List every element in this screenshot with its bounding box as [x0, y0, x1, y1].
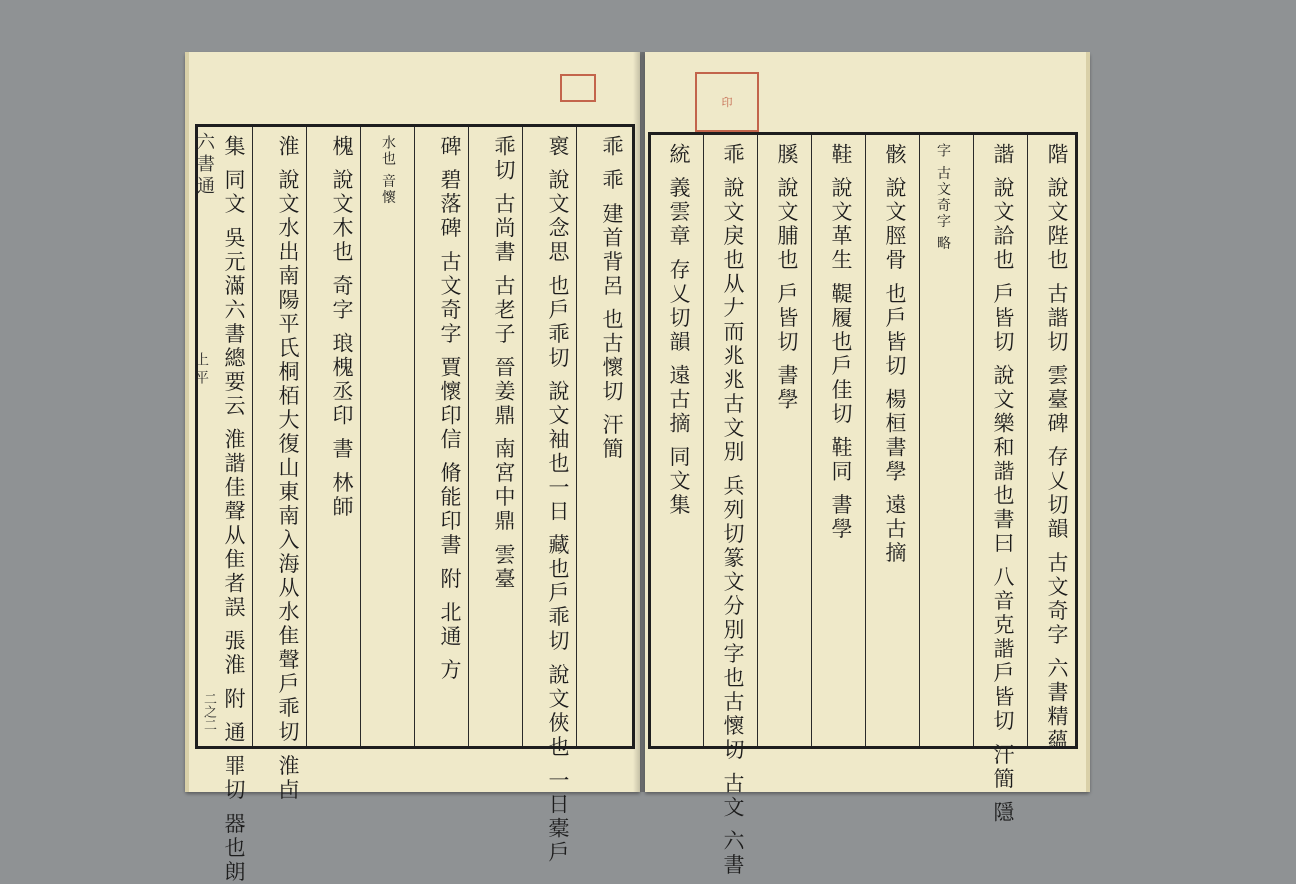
column-rule — [973, 135, 974, 746]
left-page — [185, 52, 640, 884]
seal-stamp: 印 — [695, 72, 759, 132]
text-column: 碑 碧落碑 古文奇字 賈懷印信 脩能印書 附 北通 方 — [438, 135, 462, 683]
text-column: 鞋 說文革生 鞮履也戶佳切 鞋同 書學 — [829, 143, 853, 542]
page-edge — [185, 52, 189, 792]
column-rule — [252, 127, 253, 746]
column-rule — [360, 127, 361, 746]
text-column: 統 義雲章 存乂切韻 遠古摘 同文集 — [667, 143, 691, 518]
page-number: 二之二 — [201, 692, 216, 731]
text-column: 膎 說文脯也 戶皆切 書學 — [775, 143, 799, 413]
text-column: 水也 音懷 — [380, 135, 396, 206]
open-book — [185, 52, 1095, 884]
text-column: 乖 說文戾也从𠂇而兆兆古文別 兵列切篆文分別字也古懷切 古文 六書 — [721, 143, 745, 878]
column-rule — [414, 127, 415, 746]
column-rule — [811, 135, 812, 746]
column-rule — [703, 135, 704, 746]
page-edge — [1086, 52, 1090, 792]
margin-title: 六書通 — [194, 132, 215, 198]
column-rule — [919, 135, 920, 746]
text-column: 集 同文 吳元滿六書總要云 淮諧佳聲从隹者誤 張淮 附 通 罪切 器也朗 — [222, 135, 246, 884]
seal-stamp — [560, 74, 596, 102]
column-rule — [865, 135, 866, 746]
column-rule — [522, 127, 523, 746]
text-column: 諧 說文詥也 戶皆切 說文樂和諧也書曰 八音克諧戶皆切 汗簡 隱 — [991, 143, 1015, 826]
text-column: 骸 說文脛骨 也戶皆切 楊桓書學 遠古摘 — [883, 143, 907, 566]
column-rule — [576, 127, 577, 746]
text-frame — [195, 124, 635, 884]
column-rule — [468, 127, 469, 746]
text-column: 淮 說文水出南陽平氏桐栢大復山東南入海从水隹聲戶乖切 淮卣 — [276, 135, 300, 803]
text-column: 褱 說文念思 也戶乖切 說文袖也一日 藏也戶乖切 說文俠也 一日橐戶 — [546, 135, 570, 866]
section-mark: 上平 — [193, 352, 209, 388]
text-column: 階 說文陛也 古諧切 雲臺碑 存乂切韻 古文奇字 六書精蘊 — [1045, 143, 1069, 754]
column-rule — [757, 135, 758, 746]
column-rule — [1027, 135, 1028, 746]
column-rule — [306, 127, 307, 746]
right-page — [645, 52, 1090, 878]
text-column: 字 古文奇字 略 — [935, 143, 951, 252]
text-column: 乖切 古尚書 古老子 晉姜鼎 南宮中鼎 雲臺 — [492, 135, 516, 592]
text-frame — [648, 132, 1078, 878]
text-column: 乖 乖 建首背呂 也古懷切 汗簡 — [600, 135, 624, 462]
text-column: 槐 說文木也 奇字 琅槐丞印 書 林師 — [330, 135, 354, 520]
